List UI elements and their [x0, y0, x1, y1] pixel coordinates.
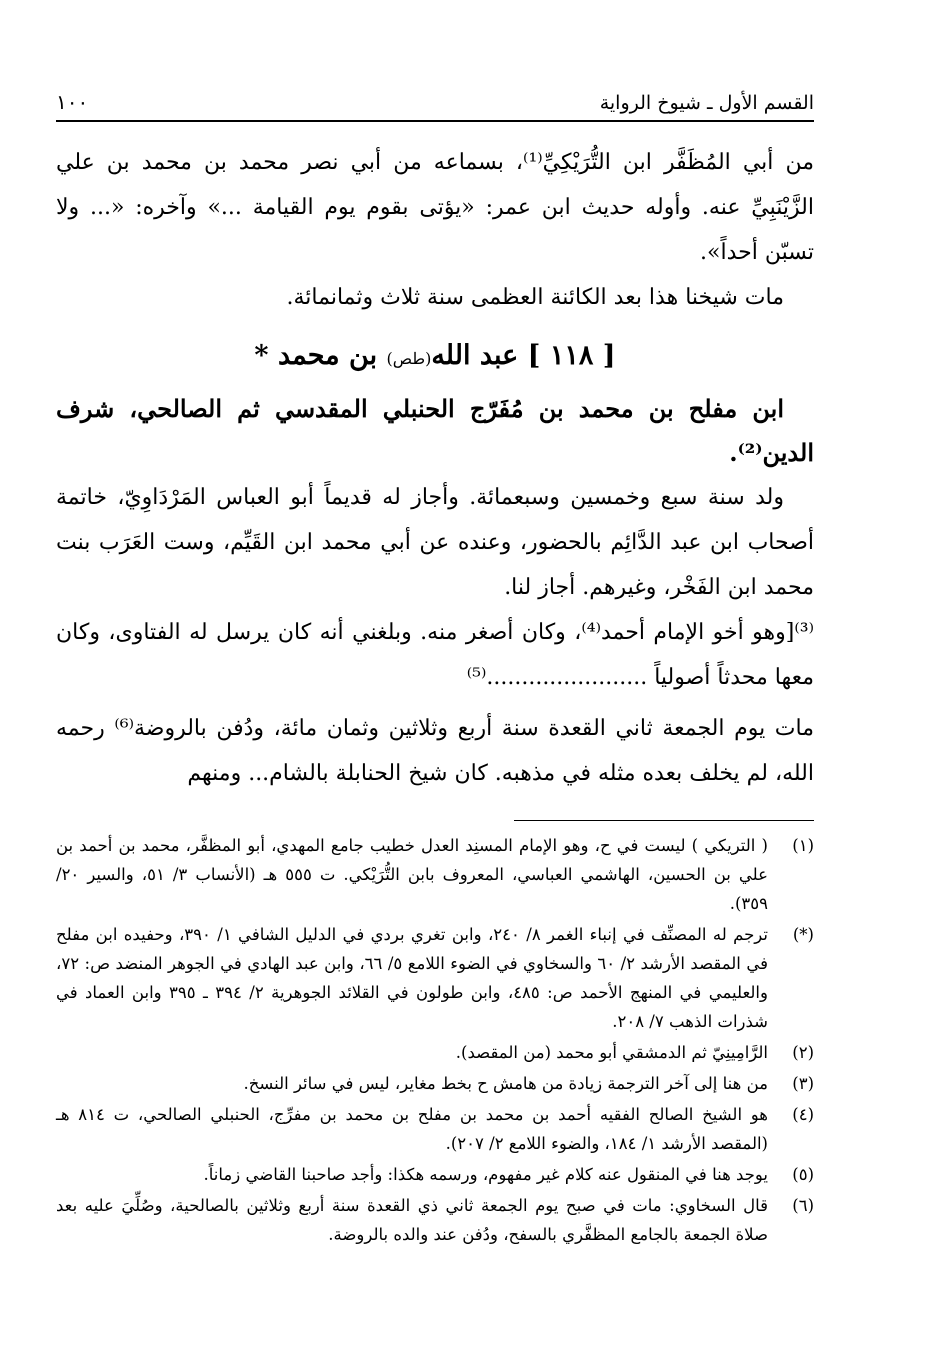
- footnote-text: هو الشيخ الصالح الفقيه أحمد بن محمد بن مفلح بن محمد بن مفرِّج، الحنبلي الصالحي، ت ٨١٤ هـ (المقصد الأرشد ١/ ١٨٤، والضوء اللامع ٢/ ٢٠٧).: [56, 1105, 769, 1153]
- page-number: ١٠٠: [56, 90, 89, 114]
- paragraph-birth: ولد سنة سبع وخمسين وسبعمائة. وأجاز له قديماً أبو العباس المَرْدَاوِيّ، خاتمة أصحاب ابن عبد الدَّائِم بالحضور، وعنده عن أبي محمد ابن القَيِّم، وست العَرَب بنت محمد ابن الفَخْر، وغيرهم. أجاز لنا.: [56, 485, 814, 600]
- footnote-text: الرَّامِينِيّ ثم الدمشقي أبو محمد (من المقصد).: [455, 1043, 768, 1062]
- book-page: [56, 78, 814, 1251]
- footnote: [56, 1191, 814, 1249]
- paragraph-death: مات يوم الجمعة ثاني القعدة سنة أربع وثلاثين وثمان مائة، ودُفن بالروضة⁽⁶⁾ رحمه الله، لم يخلف بعده مثله في مذهبه. كان شيخ الحنابلة بالشام... ومنهم: [56, 716, 814, 786]
- footnote: [56, 1160, 814, 1189]
- entry-title-abbr: (طص): [386, 349, 432, 368]
- footnote-mark: (*): [792, 925, 814, 944]
- footnotes: [56, 831, 814, 1249]
- footnote-text: ترجم له المصنِّف في إنباء الغمر ٨/ ٢٤٠، وابن تغري بردي في الدليل الشافي ١/ ٣٩٠، وحفيده ابن مفلح في المقصد الأرشد ٢/ ٦٠ والسخاوي في الضوء اللامع ٥/ ٦٦، وابن عبد الهادي في الجوهر المنضد ص: ٧٢، والعليمي في المنهج الأحمد ص: ٤٨٥، وابن طولون في القلائد الجوهرية ٢/ ٣٩٤ ـ ٣٩٥ وابن العماد في شذرات الذهب ٧/ ٢٠٨.: [56, 925, 768, 1031]
- entry-title: [56, 334, 814, 381]
- footnote-text: يوجد هنا في المنقول عنه كلام غير مفهوم، ورسمه هكذا: وأجد صاحبنا القاضي زماناً.: [203, 1165, 768, 1184]
- footnote-text: قال السخاوي: مات في صبح يوم الجمعة ثاني ذي القعدة سنة أربع وثلاثين بالصالحية، وصُلِّيَ عليه بعد صلاة الجمعة بالجامع المظفَّري بالسفح، ودُفن عند والده بالروضة.: [56, 1196, 768, 1244]
- main-text: [56, 140, 814, 796]
- footnote: [56, 1100, 814, 1158]
- footnote: [56, 1038, 814, 1067]
- footnote-text: من هنا إلى آخر الترجمة زيادة من هامش ح بخط مغاير، ليس في سائر النسخ.: [243, 1074, 768, 1093]
- footnote-rule: [514, 820, 814, 821]
- header-rule: [56, 120, 814, 122]
- footnote: [56, 831, 814, 918]
- entry-lineage: ابن مفلح بن محمد بن مُفَرّج الحنبلي المقدسي ثم الصالحي، شرف الدين⁽²⁾.: [56, 394, 814, 467]
- footnote-mark: (٦): [792, 1196, 814, 1215]
- footnote-mark: (٣): [792, 1074, 814, 1093]
- entry-title-rest: بن محمد *: [254, 340, 387, 371]
- section-title: القسم الأول ـ شيوخ الرواية: [599, 92, 814, 114]
- paragraph-2: مات شيخنا هذا بعد الكائنة العظمى سنة ثلاث وثمانمائة.: [286, 285, 784, 310]
- footnote-mark: (١): [792, 836, 814, 855]
- footnote-text: ( التريكي ) ليست في ح، وهو الإمام المسنِد العدل خطيب جامع المهدي، أبو المظفَّر، محمد بن أحمد بن علي بن الحسين، الهاشمي العباسي، المعروف بابن التُّرَيْكي. ت ٥٥٥ هـ (الأنساب ٣/ ٥١، والسير ٢٠/ ٣٥٩).: [56, 836, 768, 913]
- footnote-mark: (٤): [792, 1105, 814, 1124]
- entry-title-main: [ ١١٨ ] عبد الله: [431, 340, 616, 371]
- footnote: [56, 920, 814, 1036]
- footnote-mark: (٢): [792, 1043, 814, 1062]
- paragraph-1: من أبي المُظَفَّر ابن التُّرَيْكِيِّ⁽¹⁾، بسماعه من أبي نصر محمد بن محمد بن علي الزَّيْنَبِيِّ عنه. وأوله حديث ابن عمر: «يؤتى بقوم يوم القيامة ...» وآخره: «... ولا تسبّن أحداً».: [56, 150, 814, 265]
- running-header: [56, 78, 814, 114]
- paragraph-addition: ⁽³⁾[وهو أخو الإمام أحمد⁽⁴⁾، وكان أصغر منه. وبلغني أنه كان يرسل له الفتاوى، وكان معها محدثاً أصولياً .......................⁽⁵⁾: [56, 620, 814, 690]
- footnote: [56, 1069, 814, 1098]
- footnote-mark: (٥): [792, 1165, 814, 1184]
